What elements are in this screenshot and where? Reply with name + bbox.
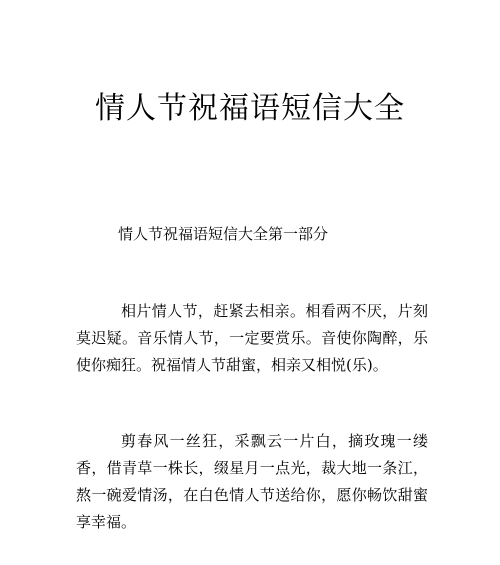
section-heading: 情人节祝福语短信大全第一部分 — [118, 225, 329, 243]
paragraph-2: 剪春风一丝狂，采飘云一片白，摘玫瑰一缕香，借青草一株长，缀星月一点光，裁大地一条江，熬一碗爱情汤，在白色情人节送给你，愿你畅饮甜蜜享幸福。 — [76, 432, 428, 531]
document-title: 情人节祝福语短信大全 — [95, 91, 405, 126]
paragraph-1: 相片情人节，赶紧去相亲。相看两不厌，片刻莫迟疑。音乐情人节，一定要赏乐。音使你陶醉，乐使你痴狂。祝福情人节甜蜜，相亲又相悦(乐)。 — [76, 302, 428, 374]
